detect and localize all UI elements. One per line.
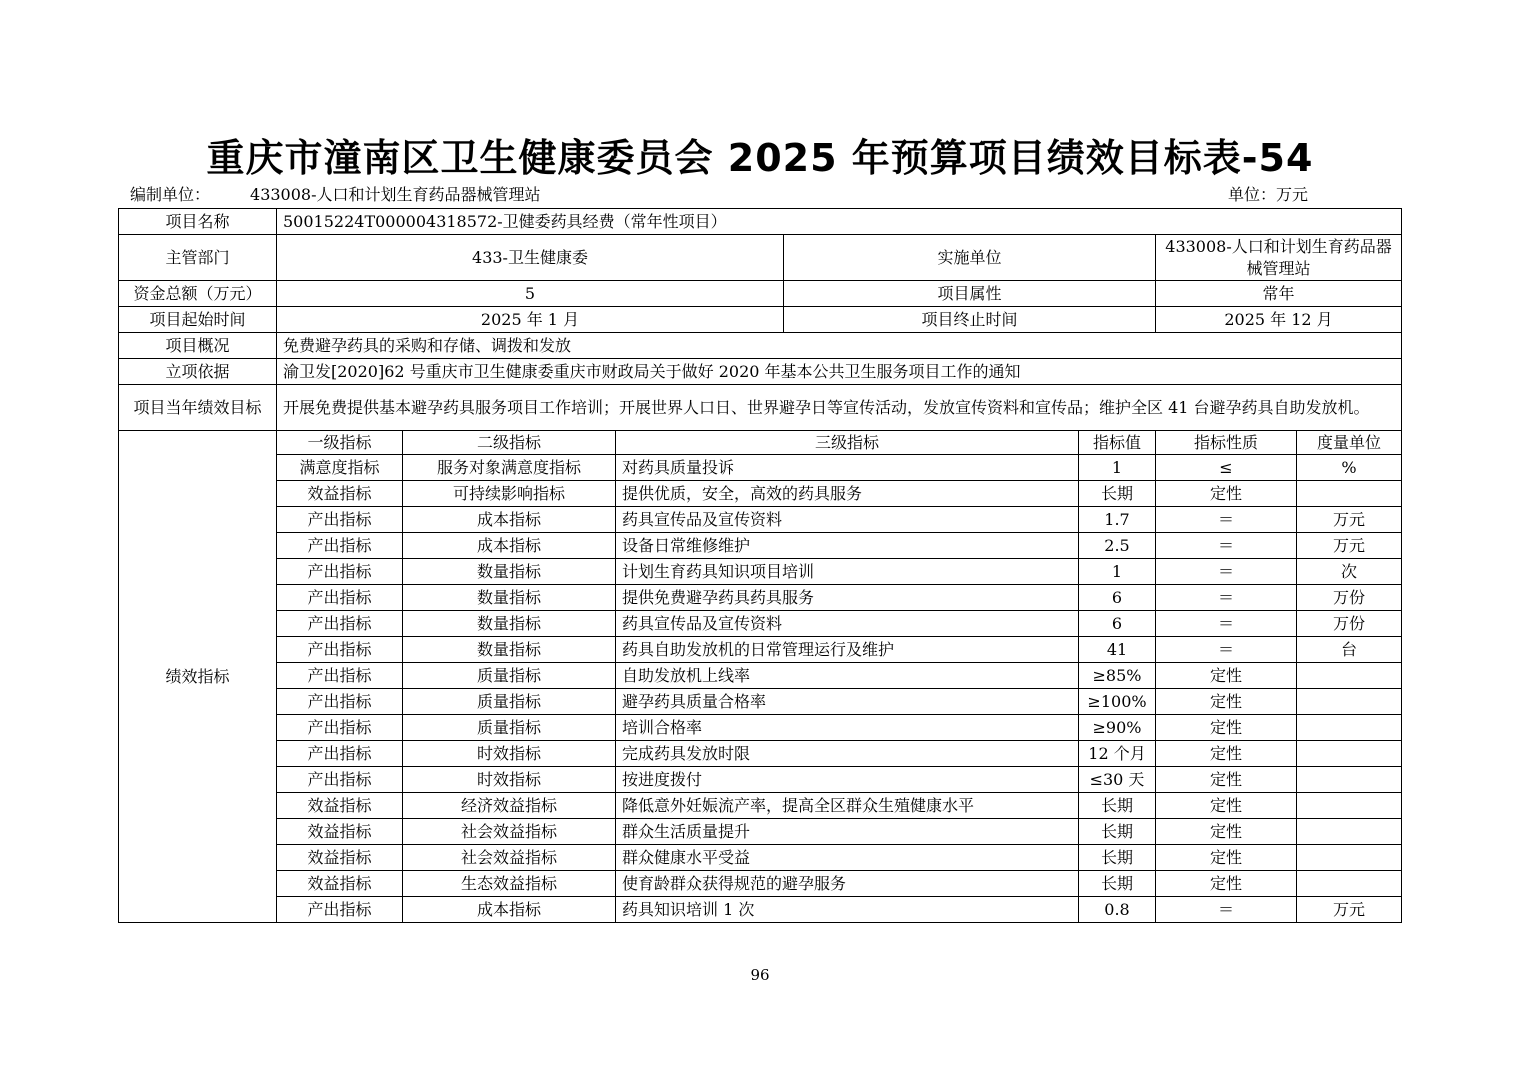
- cell-nature: 定性: [1156, 715, 1297, 741]
- cell-nature: 定性: [1156, 663, 1297, 689]
- basis-label: 立项依据: [119, 359, 277, 385]
- cell-unit: 次: [1297, 559, 1402, 585]
- dept-label: 主管部门: [119, 235, 277, 281]
- cell-level2: 数量指标: [403, 559, 616, 585]
- cell-level1: 效益指标: [277, 845, 403, 871]
- cell-level2: 时效指标: [403, 741, 616, 767]
- cell-nature: 定性: [1156, 767, 1297, 793]
- funds-value: 5: [277, 281, 784, 307]
- cell-level3: 药具宣传品及宣传资料: [616, 507, 1079, 533]
- cell-value: ≥85%: [1079, 663, 1156, 689]
- table-row: [119, 871, 1402, 897]
- cell-level2: 可持续影响指标: [403, 481, 616, 507]
- cell-level3: 计划生育药具知识项目培训: [616, 559, 1079, 585]
- cell-nature: ＝: [1156, 507, 1297, 533]
- cell-level3: 培训合格率: [616, 715, 1079, 741]
- cell-level1: 满意度指标: [277, 455, 403, 481]
- cell-level1: 产出指标: [277, 741, 403, 767]
- cell-level2: 社会效益指标: [403, 819, 616, 845]
- cell-level2: 经济效益指标: [403, 793, 616, 819]
- cell-level3: 群众健康水平受益: [616, 845, 1079, 871]
- row-dates: [119, 307, 1402, 333]
- table-row: [119, 741, 1402, 767]
- cell-level1: 产出指标: [277, 767, 403, 793]
- cell-level2: 成本指标: [403, 897, 616, 923]
- dept-value: 433-卫生健康委: [277, 235, 784, 281]
- start-label: 项目起始时间: [119, 307, 277, 333]
- cell-nature: ＝: [1156, 611, 1297, 637]
- table-row: [119, 455, 1402, 481]
- impl-value: 433008-人口和计划生育药品器械管理站: [1156, 235, 1402, 281]
- cell-level3: 药具宣传品及宣传资料: [616, 611, 1079, 637]
- cell-level3: 自助发放机上线率: [616, 663, 1079, 689]
- table-row: [119, 767, 1402, 793]
- goal-label: 项目当年绩效目标: [119, 385, 277, 431]
- cell-level2: 质量指标: [403, 663, 616, 689]
- cell-unit: 万份: [1297, 585, 1402, 611]
- cell-value: 长期: [1079, 481, 1156, 507]
- cell-level1: 产出指标: [277, 637, 403, 663]
- cell-unit: [1297, 845, 1402, 871]
- cell-value: 长期: [1079, 845, 1156, 871]
- cell-level3: 完成药具发放时限: [616, 741, 1079, 767]
- cell-level3: 药具知识培训 1 次: [616, 897, 1079, 923]
- performance-table: [118, 208, 1402, 923]
- header-value: 指标值: [1079, 431, 1156, 455]
- table-row: [119, 533, 1402, 559]
- cell-level2: 社会效益指标: [403, 845, 616, 871]
- cell-level1: 产出指标: [277, 715, 403, 741]
- cell-value: 长期: [1079, 793, 1156, 819]
- end-label: 项目终止时间: [784, 307, 1156, 333]
- cell-level3: 设备日常维修维护: [616, 533, 1079, 559]
- cell-level1: 产出指标: [277, 897, 403, 923]
- project-name-label: 项目名称: [119, 209, 277, 235]
- cell-level3: 对药具质量投诉: [616, 455, 1079, 481]
- cell-unit: 台: [1297, 637, 1402, 663]
- cell-level1: 效益指标: [277, 481, 403, 507]
- cell-unit: 万元: [1297, 897, 1402, 923]
- cell-value: 41: [1079, 637, 1156, 663]
- cell-level2: 服务对象满意度指标: [403, 455, 616, 481]
- cell-value: ≥100%: [1079, 689, 1156, 715]
- cell-nature: 定性: [1156, 871, 1297, 897]
- cell-nature: 定性: [1156, 845, 1297, 871]
- table-row: [119, 663, 1402, 689]
- cell-level1: 产出指标: [277, 585, 403, 611]
- page-title: 重庆市潼南区卫生健康委员会 2025 年预算项目绩效目标表-54: [206, 136, 1314, 180]
- cell-level1: 效益指标: [277, 819, 403, 845]
- cell-level3: 降低意外妊娠流产率，提高全区群众生殖健康水平: [616, 793, 1079, 819]
- cell-unit: [1297, 741, 1402, 767]
- cell-value: ≤30 天: [1079, 767, 1156, 793]
- cell-value: 6: [1079, 611, 1156, 637]
- cell-level1: 产出指标: [277, 533, 403, 559]
- funds-label: 资金总额（万元）: [119, 281, 277, 307]
- row-goal: [119, 385, 1402, 431]
- cell-unit: [1297, 819, 1402, 845]
- table-row: [119, 611, 1402, 637]
- cell-unit: [1297, 715, 1402, 741]
- cell-unit: [1297, 871, 1402, 897]
- row-basis: [119, 359, 1402, 385]
- cell-value: 2.5: [1079, 533, 1156, 559]
- cell-level2: 数量指标: [403, 637, 616, 663]
- header-nature: 指标性质: [1156, 431, 1297, 455]
- cell-level2: 数量指标: [403, 611, 616, 637]
- cell-value: 6: [1079, 585, 1156, 611]
- cell-unit: [1297, 793, 1402, 819]
- page-number: 96: [750, 966, 770, 984]
- cell-level3: 提供优质，安全，高效的药具服务: [616, 481, 1079, 507]
- cell-nature: ≤: [1156, 455, 1297, 481]
- cell-unit: 万元: [1297, 507, 1402, 533]
- cell-level1: 产出指标: [277, 689, 403, 715]
- cell-level3: 群众生活质量提升: [616, 819, 1079, 845]
- cell-level2: 质量指标: [403, 689, 616, 715]
- cell-unit: %: [1297, 455, 1402, 481]
- attr-value: 常年: [1156, 281, 1402, 307]
- perf-header-row: [119, 431, 1402, 455]
- table-row: [119, 793, 1402, 819]
- header-level3: 三级指标: [616, 431, 1079, 455]
- overview-label: 项目概况: [119, 333, 277, 359]
- cell-level3: 使育龄群众获得规范的避孕服务: [616, 871, 1079, 897]
- cell-nature: ＝: [1156, 559, 1297, 585]
- attr-label: 项目属性: [784, 281, 1156, 307]
- cell-value: 1: [1079, 559, 1156, 585]
- cell-level2: 生态效益指标: [403, 871, 616, 897]
- table-row: [119, 897, 1402, 923]
- cell-nature: ＝: [1156, 533, 1297, 559]
- cell-unit: 万元: [1297, 533, 1402, 559]
- overview-value: 免费避孕药具的采购和存储、调拨和发放: [277, 333, 1402, 359]
- perf-label: 绩效指标: [119, 431, 277, 923]
- table-row: [119, 637, 1402, 663]
- cell-unit: [1297, 663, 1402, 689]
- table-row: [119, 559, 1402, 585]
- impl-label: 实施单位: [784, 235, 1156, 281]
- org-value: 433008-人口和计划生育药品器械管理站: [250, 185, 541, 204]
- header-unit: 度量单位: [1297, 431, 1402, 455]
- cell-level1: 产出指标: [277, 559, 403, 585]
- cell-nature: ＝: [1156, 637, 1297, 663]
- cell-level2: 成本指标: [403, 507, 616, 533]
- cell-value: 长期: [1079, 819, 1156, 845]
- header-level2: 二级指标: [403, 431, 616, 455]
- cell-level1: 产出指标: [277, 611, 403, 637]
- cell-nature: 定性: [1156, 741, 1297, 767]
- cell-level2: 时效指标: [403, 767, 616, 793]
- end-value: 2025 年 12 月: [1156, 307, 1402, 333]
- cell-unit: [1297, 481, 1402, 507]
- table-row: [119, 715, 1402, 741]
- cell-unit: [1297, 767, 1402, 793]
- basis-value: 渝卫发[2020]62 号重庆市卫生健康委重庆市财政局关于做好 2020 年基本公共卫生服务项目工作的通知: [277, 359, 1402, 385]
- cell-nature: 定性: [1156, 689, 1297, 715]
- table-row: [119, 507, 1402, 533]
- table-row: [119, 689, 1402, 715]
- row-project-name: [119, 209, 1402, 235]
- cell-nature: 定性: [1156, 793, 1297, 819]
- project-name-value: 50015224T000004318572-卫健委药具经费（常年性项目）: [277, 209, 1402, 235]
- cell-nature: 定性: [1156, 819, 1297, 845]
- cell-level1: 产出指标: [277, 663, 403, 689]
- cell-value: 12 个月: [1079, 741, 1156, 767]
- table-row: [119, 845, 1402, 871]
- table-row: [119, 585, 1402, 611]
- cell-level3: 避孕药具质量合格率: [616, 689, 1079, 715]
- cell-level1: 效益指标: [277, 793, 403, 819]
- cell-level3: 药具自助发放机的日常管理运行及维护: [616, 637, 1079, 663]
- row-dept: [119, 235, 1402, 281]
- cell-value: 0.8: [1079, 897, 1156, 923]
- cell-level2: 数量指标: [403, 585, 616, 611]
- cell-nature: ＝: [1156, 585, 1297, 611]
- cell-level2: 质量指标: [403, 715, 616, 741]
- cell-value: 1.7: [1079, 507, 1156, 533]
- start-value: 2025 年 1 月: [277, 307, 784, 333]
- cell-level1: 效益指标: [277, 871, 403, 897]
- cell-level1: 产出指标: [277, 507, 403, 533]
- table-row: [119, 481, 1402, 507]
- cell-unit: 万份: [1297, 611, 1402, 637]
- cell-nature: ＝: [1156, 897, 1297, 923]
- table-row: [119, 819, 1402, 845]
- cell-value: 1: [1079, 455, 1156, 481]
- cell-level2: 成本指标: [403, 533, 616, 559]
- org-line: [130, 184, 541, 206]
- goal-value: 开展免费提供基本避孕药具服务项目工作培训；开展世界人口日、世界避孕日等宣传活动，发放宣传资料和宣传品；维护全区 41 台避孕药具自助发放机。: [277, 385, 1402, 431]
- unit-label: 单位：万元: [1228, 185, 1309, 204]
- cell-value: ≥90%: [1079, 715, 1156, 741]
- header-level1: 一级指标: [277, 431, 403, 455]
- cell-value: 长期: [1079, 871, 1156, 897]
- cell-level3: 按进度拨付: [616, 767, 1079, 793]
- cell-level3: 提供免费避孕药具药具服务: [616, 585, 1079, 611]
- cell-unit: [1297, 689, 1402, 715]
- row-overview: [119, 333, 1402, 359]
- cell-nature: 定性: [1156, 481, 1297, 507]
- org-label: 编制单位：: [130, 185, 211, 204]
- row-funds: [119, 281, 1402, 307]
